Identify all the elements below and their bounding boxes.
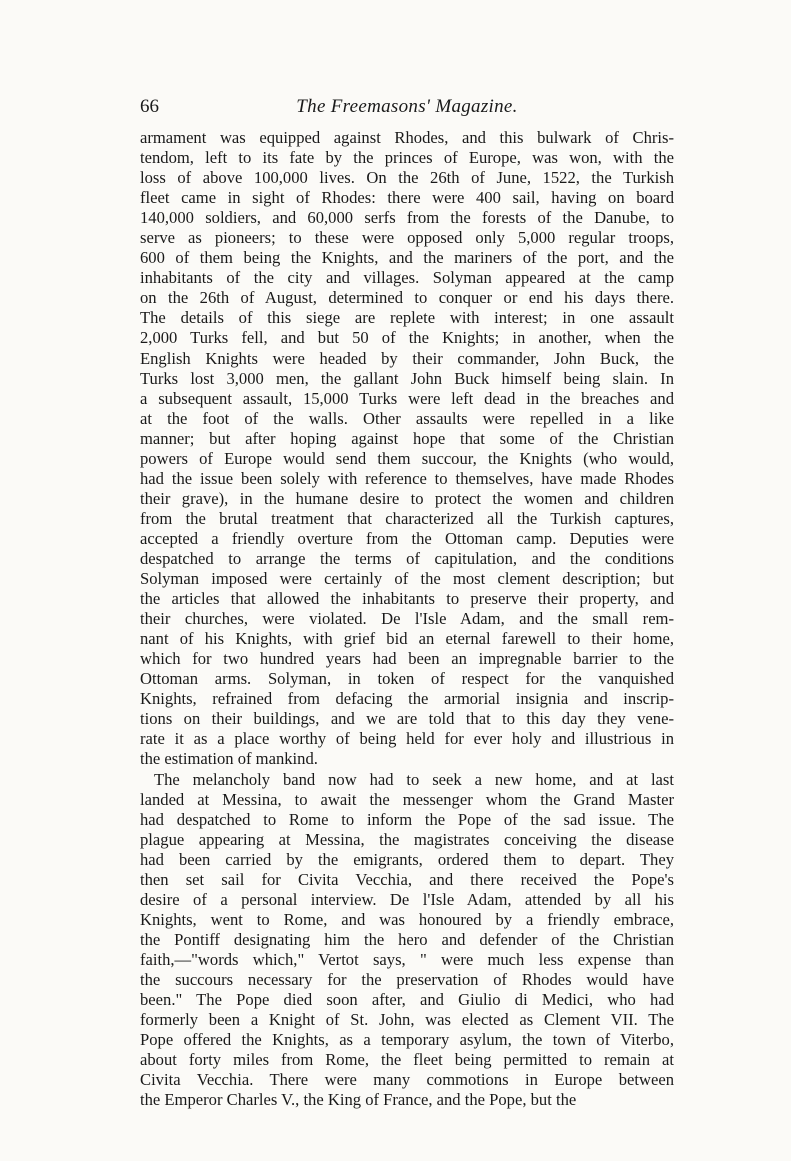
page-number: 66 xyxy=(140,96,159,117)
text-line: English Knights were headed by their commander, John Buck, the xyxy=(140,348,674,368)
text-line: Pope offered the Knights, as a temporary asylum, the town of Viterbo, xyxy=(140,1030,674,1050)
text-line: formerly been a Knight of St. John, was elected as Clement VII. The xyxy=(140,1010,674,1030)
running-head xyxy=(140,96,674,122)
text-line: manner; but after hoping against hope that some of the Christian xyxy=(140,428,674,448)
text-line: 140,000 soldiers, and 60,000 serfs from the forests of the Danube, to xyxy=(140,208,674,228)
text-line: Knights, went to Rome, and was honoured by a friendly embrace, xyxy=(140,909,674,929)
text-line: on the 26th of August, determined to conquer or end his days there. xyxy=(140,288,674,308)
text-line: their churches, were violated. De l'Isle Adam, and the small rem- xyxy=(140,609,674,629)
text-line: then set sail for Civita Vecchia, and there received the Pope's xyxy=(140,869,674,889)
text-line: been." The Pope died soon after, and Giulio di Medici, who had xyxy=(140,990,674,1010)
text-line: Turks lost 3,000 men, the gallant John Buck himself being slain. In xyxy=(140,368,674,388)
text-line: loss of above 100,000 lives. On the 26th of June, 1522, the Turkish xyxy=(140,168,674,188)
text-line: a subsequent assault, 15,000 Turks were left dead in the breaches and xyxy=(140,388,674,408)
text-line: the estimation of mankind. xyxy=(140,749,318,769)
text-line: tions on their buildings, and we are told that to this day they vene- xyxy=(140,709,674,729)
text-line: despatched to arrange the terms of capitulation, and the conditions xyxy=(140,548,674,568)
text-line: plague appearing at Messina, the magistrates conceiving the disease xyxy=(140,829,674,849)
text-line: 2,000 Turks fell, and but 50 of the Knights; in another, when the xyxy=(140,328,674,348)
text-line: landed at Messina, to await the messenger whom the Grand Master xyxy=(140,789,674,809)
text-line: which for two hundred years had been an impregnable barrier to the xyxy=(140,649,674,669)
text-line: the Emperor Charles V., the King of France, and the Pope, but the xyxy=(140,1090,577,1110)
journal-title: The Freemasons' Magazine. xyxy=(296,96,518,117)
article-body xyxy=(140,128,674,1110)
text-line: the succours necessary for the preservation of Rhodes would have xyxy=(140,969,674,989)
text-line: rate it as a place worthy of being held for ever holy and illustrious in xyxy=(140,729,674,749)
text-line: 600 of them being the Knights, and the mariners of the port, and the xyxy=(140,248,674,268)
text-line: armament was equipped against Rhodes, and this bulwark of Chris- xyxy=(140,128,674,147)
text-line: tendom, left to its fate by the princes of Europe, was won, with the xyxy=(140,148,674,168)
text-line: from the brutal treatment that characterized all the Turkish captures, xyxy=(140,508,674,528)
text-line: faith,—"words which," Vertot says, " were much less expense than xyxy=(140,949,674,969)
text-line: had despatched to Rome to inform the Pope of the sad issue. The xyxy=(140,809,674,829)
text-line: at the foot of the walls. Other assaults were repelled in a like xyxy=(140,408,674,428)
paragraph xyxy=(140,770,674,1111)
text-line: Knights, refrained from defacing the armorial insignia and inscrip- xyxy=(140,689,674,709)
paragraph xyxy=(140,128,674,770)
text-line: inhabitants of the city and villages. Solyman appeared at the camp xyxy=(140,268,674,288)
text-line: Solyman imposed were certainly of the most clement description; but xyxy=(140,569,674,589)
text-line: desire of a personal interview. De l'Isle Adam, attended by all his xyxy=(140,889,674,909)
text-line: powers of Europe would send them succour, the Knights (who would, xyxy=(140,448,674,468)
text-line: had been carried by the emigrants, ordered them to depart. They xyxy=(140,849,674,869)
text-line: Ottoman arms. Solyman, in token of respect for the vanquished xyxy=(140,669,674,689)
text-line: nant of his Knights, with grief bid an eternal farewell to their home, xyxy=(140,629,674,649)
text-line: about forty miles from Rome, the fleet being permitted to remain at xyxy=(140,1050,674,1070)
text-line: their grave), in the humane desire to protect the women and children xyxy=(140,488,674,508)
text-line: had the issue been solely with reference to themselves, have made Rhodes xyxy=(140,468,674,488)
text-line: the articles that allowed the inhabitants to preserve their property, and xyxy=(140,589,674,609)
text-line: the Pontiff designating him the hero and defender of the Christian xyxy=(140,929,674,949)
text-line: The melancholy band now had to seek a new home, and at last xyxy=(154,769,674,789)
text-line: The details of this siege are replete with interest; in one assault xyxy=(140,308,674,328)
text-line: Civita Vecchia. There were many commotions in Europe between xyxy=(140,1070,674,1090)
text-line: accepted a friendly overture from the Ottoman camp. Deputies were xyxy=(140,528,674,548)
text-line: serve as pioneers; to these were opposed only 5,000 regular troops, xyxy=(140,228,674,248)
text-line: fleet came in sight of Rhodes: there were 400 sail, having on board xyxy=(140,188,674,208)
